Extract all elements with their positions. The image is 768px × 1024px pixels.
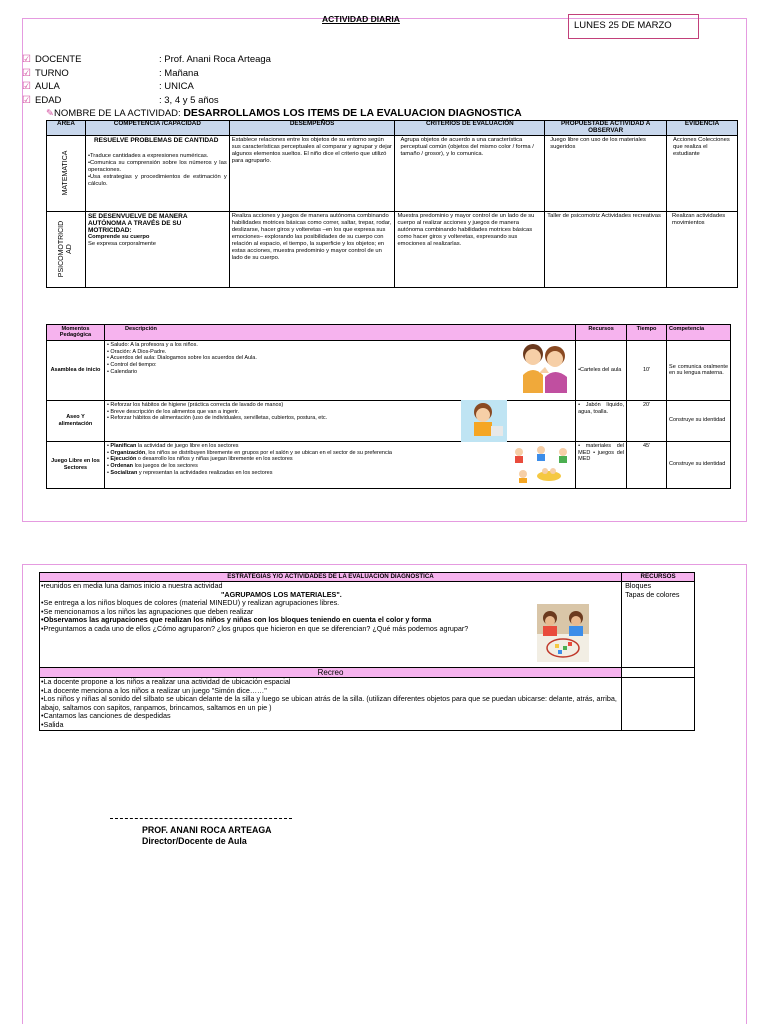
- competencia-cell: RESUELVE PROBLEMAS DE CANTIDAD •Traduce cantidades a expresiones numéricas. •Comunica su comprensión sobre los números y las operaciones. •Usa estrategias y procedimientos de estimación y cálculo.: [85, 135, 229, 211]
- column-header: AREA: [47, 121, 86, 136]
- column-header: RECURSOS: [622, 573, 695, 582]
- competencia-cell: SE DESENVUELVE DE MANERA AUTÓNOMA A TRAVÉS DE SU MOTRICIDAD: Comprende su cuerpo Se expresa corporalmente: [85, 211, 229, 287]
- child-washing-hands-illustration: [461, 400, 507, 442]
- competencia-cell: Construye su identidad: [667, 400, 731, 441]
- table-row: [47, 135, 738, 211]
- table-row: [40, 678, 695, 731]
- info-row-docente: ☑ DOCENTE : Prof. Anani Roca Arteaga: [22, 54, 271, 65]
- table-header-row: [47, 121, 738, 136]
- propuesta-cell: Taller de psicomotriz Actividades recreativas: [545, 211, 667, 287]
- checkbox-icon: ☑: [22, 67, 31, 79]
- children-blocks-photo: [537, 604, 589, 662]
- date-box: LUNES 25 DE MARZO: [568, 14, 699, 39]
- recursos-cell: • Jabón líquido, agua, toalla.: [576, 400, 627, 441]
- desempenos-cell: Establece relaciones entre los objetos de su entorno según sus características perceptuales al comparar y agrupar y dejar algunos elementos sueltos. El niño dice el criterio que utilizó para agruparlo.: [229, 135, 395, 211]
- info-row-turno: ☑ TURNO : Mañana: [22, 67, 199, 79]
- propuesta-cell: Juego libre con uso de los materiales sugeridos: [545, 135, 667, 211]
- table-row: [47, 211, 738, 287]
- capacidad-item: •Traduce cantidades a expresiones numéricas.: [87, 152, 209, 159]
- tiempo-cell: 20': [627, 400, 667, 441]
- tiempo-cell: 45': [627, 441, 667, 488]
- description-cell: [104, 340, 575, 400]
- bullet-list: • Reforzar los hábitos de higiene (práctica correcta de lavado de manos) • Breve descripción de los alimentos que van a ingerir. • Reforzar hábitos de alimentación (uso de individuales, servilletas, cubiertos, postura, etc.: [107, 402, 573, 422]
- checkbox-icon: ☑: [22, 94, 31, 106]
- column-header: Competencia: [667, 325, 731, 341]
- evaluation-table: [46, 120, 738, 288]
- document-title: ACTIVIDAD DIARIA: [322, 14, 400, 24]
- area-cell: PSICOMOTRICID AD: [47, 211, 86, 287]
- capacidad-item: •Comunica su comprensión sobre los números y las operaciones.: [87, 159, 227, 173]
- column-header: Descripción: [104, 325, 575, 341]
- bullet-list: • Saludo: A la profesora y a los niños. • Oración: A Dios-Padre. • Acuerdos del aula: Dialogamos sobre los acuerdos del Aula. • Control del tiempo: • Calendario: [107, 342, 573, 376]
- description-cell: [104, 400, 575, 441]
- info-row-aula: ☑ AULA : UNICA: [22, 81, 194, 92]
- recursos-cell: •Carteles del aula: [576, 340, 627, 400]
- table-header-row: [47, 325, 731, 341]
- criterios-cell: Agrupa objetos de acuerdo a una característica perceptual común (objetos del mismo color / forma / tamaño / grosor), y lo comunica.: [395, 135, 545, 211]
- recreo-row: Recreo: [40, 668, 695, 678]
- info-block: [22, 53, 271, 107]
- evidencia-cell: Acciones Colecciones que realiza el estudiante: [667, 135, 738, 211]
- desempenos-cell: Realiza acciones y juegos de manera autónoma combinando habilidades motrices básicas como correr, saltar, trepar, rodar, deslizarse, hacer giros y volteretas –en los que expresa sus emociones– explorando las posibilidades de su cuerpo con relación al espacio, el tiempo, la superficie y los objetos; en estas acciones, muestra predominio y mayor control de un lado de su cuerpo.: [229, 211, 395, 287]
- strategies-table: [39, 572, 695, 731]
- checkbox-icon: ☑: [22, 54, 31, 65]
- children-praying-illustration: [517, 341, 573, 397]
- competencia-cell: Se comunica oralmente en su lengua materna.: [667, 340, 731, 400]
- table-row: [40, 582, 695, 668]
- area-cell: MATEMATICA: [47, 135, 86, 211]
- column-header: CRITERIOS DE EVALUACIÓN: [395, 121, 545, 136]
- info-row-edad: ☑ EDAD : 3, 4 y 5 años: [22, 94, 219, 106]
- moments-table: [46, 324, 731, 489]
- column-header: Recursos: [576, 325, 627, 341]
- table-row: Asamblea de inicio • Saludo: A la profesora y a los niños. • Oración: A Dios-Padre. • Acuerdos del aula: Dialogamos sobre los acuerdos del Aula. • Control del tiempo: • Calendario •Carteles del aula 10' Se comunica oralmente en su lengua materna.: [47, 340, 731, 400]
- evidencia-cell: Realizan actividades movimientos: [667, 211, 738, 287]
- column-header: COMPETENCIA /CAPACIDAD: [85, 121, 229, 136]
- column-header: EVIDENCIA: [667, 121, 738, 136]
- children-playing-illustration: [511, 444, 573, 484]
- criterios-cell: Muestra predominio y mayor control de un lado de su cuerpo al realizar acciones y juegos de manera autónoma combinando habilidades motrices básicas como hacer giros y volteretas, expresando sus emociones al realizarlas.: [395, 211, 545, 287]
- checkbox-icon: ☑: [22, 81, 31, 92]
- tiempo-cell: 10': [627, 340, 667, 400]
- capacidad-item: •Usa estrategias y procedimientos de estimación y cálculo.: [87, 173, 227, 188]
- column-header: DESEMPEÑOS: [229, 121, 395, 136]
- strategies-cell: • reunidos en media luna damos inicio a nuestra actividad "AGRUPAMOS LOS MATERIALES". • Se entrega a los niños bloques de colores (material MINEDU) y realizan agrupaciones libres. • Se mencionamos a los niños las agrupaciones que deben realizar • Observamos las agrupaciones que realizan los niños y niñas con los bloques teniendo en cuenta el color y forma • Preguntamos a cada uno de ellos ¿Cómo agruparon? ¿los grupos que hicieron en que se diferencian? ¿Qué más podemos agrupar?: [40, 582, 622, 668]
- column-header: Tiempo: [627, 325, 667, 341]
- pencil-icon: ✎: [46, 108, 54, 119]
- table-row: Aseo Y alimentación • Reforzar los hábitos de higiene (práctica correcta de lavado de manos) • Breve descripción de los alimentos que van a ingerir. • Reforzar hábitos de alimentación (uso de individuales, servilletas, cubiertos, postura, etc. • Jabón líquido, agua, toalla. 20' Construye su identidad: [47, 400, 731, 441]
- table-row: Juego Libre en los Sectores • Planifican la actividad de juego libre en los sectores • Organización, los niños se distribuyen libremente en grupos por el salón y se ubican en el sector de su preferencia • Ejecución o desarrollo los niños y niñas juegan libremente en los sectores • Ordenan los juegos de los sectores • Socializan y representan la actividades realizadas en los sectores • materiales del MED • juegos del MED 45' Construye su identidad: [47, 441, 731, 488]
- activity-name-line: ✎NOMBRE DE LA ACTIVIDAD: DESARROLLAMOS LOS ITEMS DE LA EVALUACION DIAGNOSTICA: [46, 107, 522, 119]
- recursos-cell: Bloques Tapas de colores: [622, 582, 695, 668]
- column-header: PROPUESTADE ACTIVIDAD A OBSERVAR: [545, 121, 667, 136]
- description-cell: [104, 441, 575, 488]
- competencia-cell: Construye su identidad: [667, 441, 731, 488]
- signature-line: [110, 818, 292, 819]
- bullet-list: • Planifican la actividad de juego libre en los sectores • Organización, los niños se distribuyen libremente en grupos por el salón y se ubican en el sector de su preferencia • Ejecución o desarrollo los niños y niñas juegan libremente en los sectores • Ordenan los juegos de los sectores • Socializan y representan la actividades realizadas en los sectores: [107, 443, 573, 477]
- recursos-cell: • materiales del MED • juegos del MED: [576, 441, 627, 488]
- strategies-cell: • La docente propone a los niños a realizar una actividad de ubicación espacial • La docente menciona a los niños a realizar un juego "Simón dice……" • Los niños y niñas al sonido del silbato se ubican delante de la silla y luego se ubican atrás de la silla. (utilizan diferentes objetos para que se puedan ubicarse: delante, atrás, arriba, abajo, saltamos con sapitos, ranpamos, brincamos, saltamos en un pie ) • Cantamos las canciones de despedidas • Salida: [40, 678, 622, 731]
- column-header: ESTRATEGIAS Y/O ACTIVIDADES DE LA EVALUACION DIAGNOSTICA: [40, 573, 622, 582]
- signature-block: PROF. ANANI ROCA ARTEAGA Director/Docente de Aula: [142, 825, 272, 846]
- column-header: Momentos Pedagógica: [47, 325, 105, 341]
